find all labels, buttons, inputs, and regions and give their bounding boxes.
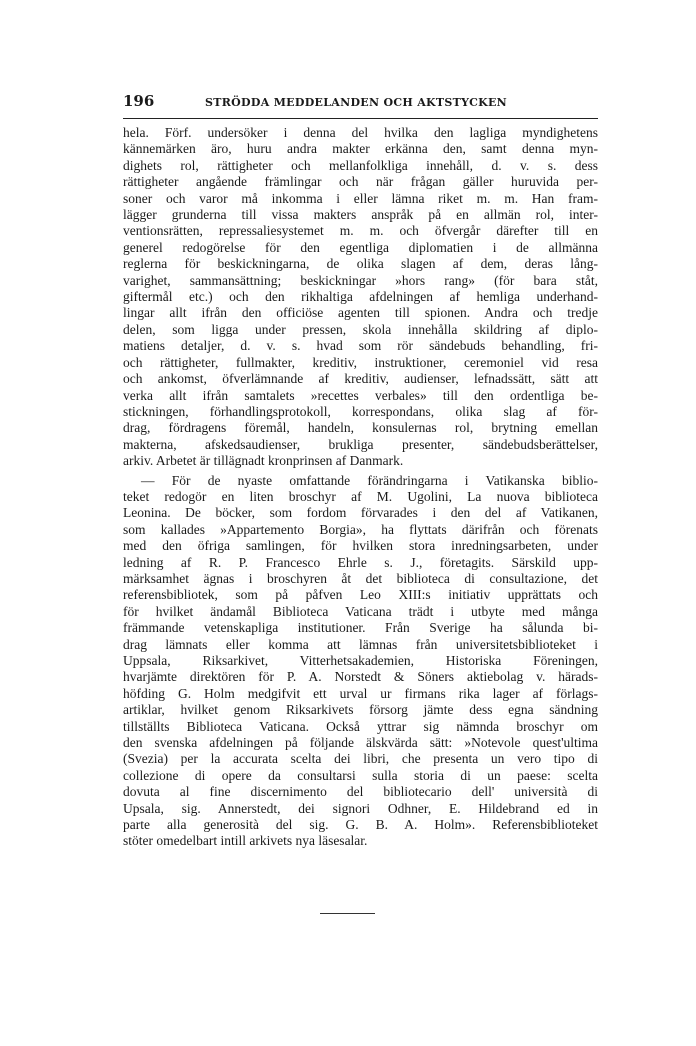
text-line: generel redogörelse för den egentliga diplomatien i de allmänna bbox=[123, 239, 598, 255]
text-line: drag lämnats eller komma att lämnas från universitetsbiblioteket i bbox=[123, 636, 598, 652]
text-line: och ankomst, öfverlämnande af kreditiv, audienser, lefnadssätt, sätt att bbox=[123, 371, 598, 387]
text-line: drag, fördragens föremål, handeln, konsulernas rol, brytning emellan bbox=[123, 420, 598, 436]
text-line: verka allt ifrån samtalets »recettes verbales» till den ordentliga be- bbox=[123, 387, 598, 403]
text-line: ledning af R. P. Francesco Ehrle s. J., företagits. Särskild upp- bbox=[123, 554, 598, 570]
text-line: med den öfriga samlingen, för hvilken stora inredningsarbeten, under bbox=[123, 538, 598, 554]
text-line: stöter omedelbart intill arkivets nya läsesalar. bbox=[123, 833, 368, 849]
text-line: hela. Förf. undersöker i denna del hvilka den lagliga myndighetens bbox=[123, 125, 598, 140]
text-line: arkiv. Arbetet är tillägnadt kronprinsen af Danmark. bbox=[123, 453, 404, 469]
text-line: Leonina. De böcker, som fordom förvarades i den del af Vatikanen, bbox=[123, 505, 598, 521]
text-line: referensbibliotek, som på påfven Leo XIII:s initiativ upprättats och bbox=[123, 587, 598, 603]
text-line: lingar allt ifrån den officiöse agenten till spionen. Andra och tredje bbox=[123, 305, 598, 321]
text-line: tillställts Biblioteca Vaticana. Också yttrar sig nämnda broschyr om bbox=[123, 718, 598, 734]
text-line: ventionsrätten, repressaliesystemet m. m. och öfvergår därefter till en bbox=[123, 223, 598, 239]
text-line: främmande vetenskapliga institutioner. Från Sverige ha sålunda bi- bbox=[123, 620, 598, 636]
header-rule bbox=[123, 118, 598, 119]
text-line: och rättigheter, fullmakter, kreditiv, instruktioner, ceremoniel vid resa bbox=[123, 354, 598, 370]
paragraph-2 bbox=[123, 473, 598, 850]
text-line: reglerna för beskickningarna, de olika slagen af dem, deras lång- bbox=[123, 256, 598, 272]
text-line: teket redogör en liten broschyr af M. Ugolini, La nuova biblioteca bbox=[123, 488, 598, 504]
text-line: delen, som ligga under pressen, skola innehålla skildring af diplo- bbox=[123, 321, 598, 337]
text-line: parte alla generosità del sig. G. B. A. Holm». Referensbiblioteket bbox=[123, 817, 598, 833]
text-line: stickningen, förhandlingsprotokoll, korrespondans, olika slag af för- bbox=[123, 403, 598, 419]
text-line: Uppsala, Riksarkivet, Vitterhetsakademien, Historiska Föreningen, bbox=[123, 653, 598, 668]
text-line: (Svezia) per la accurata scelta dei libri, che presenta un vero tipo di bbox=[123, 751, 598, 767]
text-line: varighet, sammansättning; beskickningar »hors rang» (för bara ståt, bbox=[123, 272, 598, 288]
text-line: kännemärken äro, huru andra makter erkänna den, samt denna myn- bbox=[123, 141, 598, 157]
text-line: Upsala, sig. Annerstedt, dei signori Odhner, E. Hildebrand ed in bbox=[123, 800, 598, 816]
text-line: giftermål etc.) och den rikhaltiga afdelningen af hemliga underhand- bbox=[123, 289, 598, 305]
text-line: artiklar, hvilket genom Riksarkivets försorg jämte dess egna sändning bbox=[123, 702, 598, 718]
text-line: soner och varor må inkomma i eller lämna riket m. m. Han fram- bbox=[123, 190, 598, 206]
text-line: collezione di opere da consultarsi sulla storia di un paese: scelta bbox=[123, 767, 598, 783]
text-line: dighets rol, rättigheter och mellanfolkliga innehåll, d. v. s. dess bbox=[123, 157, 598, 173]
text-line: makterna, afskedsaudienser, brukliga presenter, sändebudsberättelser, bbox=[123, 436, 598, 452]
end-rule bbox=[320, 913, 375, 914]
text-line: rättigheter angående främlingar och när frågan gäller huruvida per- bbox=[123, 174, 598, 190]
text-line: dovuta al fine discernimento del bibliotecario dell' università di bbox=[123, 784, 598, 800]
text-line: för hvilket ändamål Biblioteca Vaticana trädt i utbyte med många bbox=[123, 603, 598, 619]
text-line: höfding G. Holm medgifvit ett urval ur firmans rika lager af förlags- bbox=[123, 685, 598, 701]
paragraph-1 bbox=[123, 125, 598, 470]
text-line: — För de nyaste omfattande förändringarna i Vatikanska biblio- bbox=[141, 472, 598, 488]
page-header bbox=[123, 92, 598, 114]
text-line: den svenska afdelningen på följande älskvärda sätt: »Notevole quest'ultima bbox=[123, 735, 598, 751]
text-line: hvarjämte direktören för P. A. Norstedt & Söners aktiebolag v. härads- bbox=[123, 669, 598, 685]
running-title: STRÖDDA MEDDELANDEN OCH AKTSTYCKEN bbox=[205, 96, 508, 109]
text-line: märksamhet ägnas i broschyren åt det biblioteca di consultazione, det bbox=[123, 570, 598, 586]
page-number: 196 bbox=[123, 92, 155, 110]
page bbox=[123, 92, 598, 850]
text-line: som kallades »Appartemento Borgia», ha flyttats därifrån och förenats bbox=[123, 521, 598, 537]
text-line: lägger grunderna till vissa makters anspråk på en allmän rol, inter- bbox=[123, 207, 598, 223]
text-line: matiens detaljer, d. v. s. hvad som rör sändebuds behandling, fri- bbox=[123, 338, 598, 354]
